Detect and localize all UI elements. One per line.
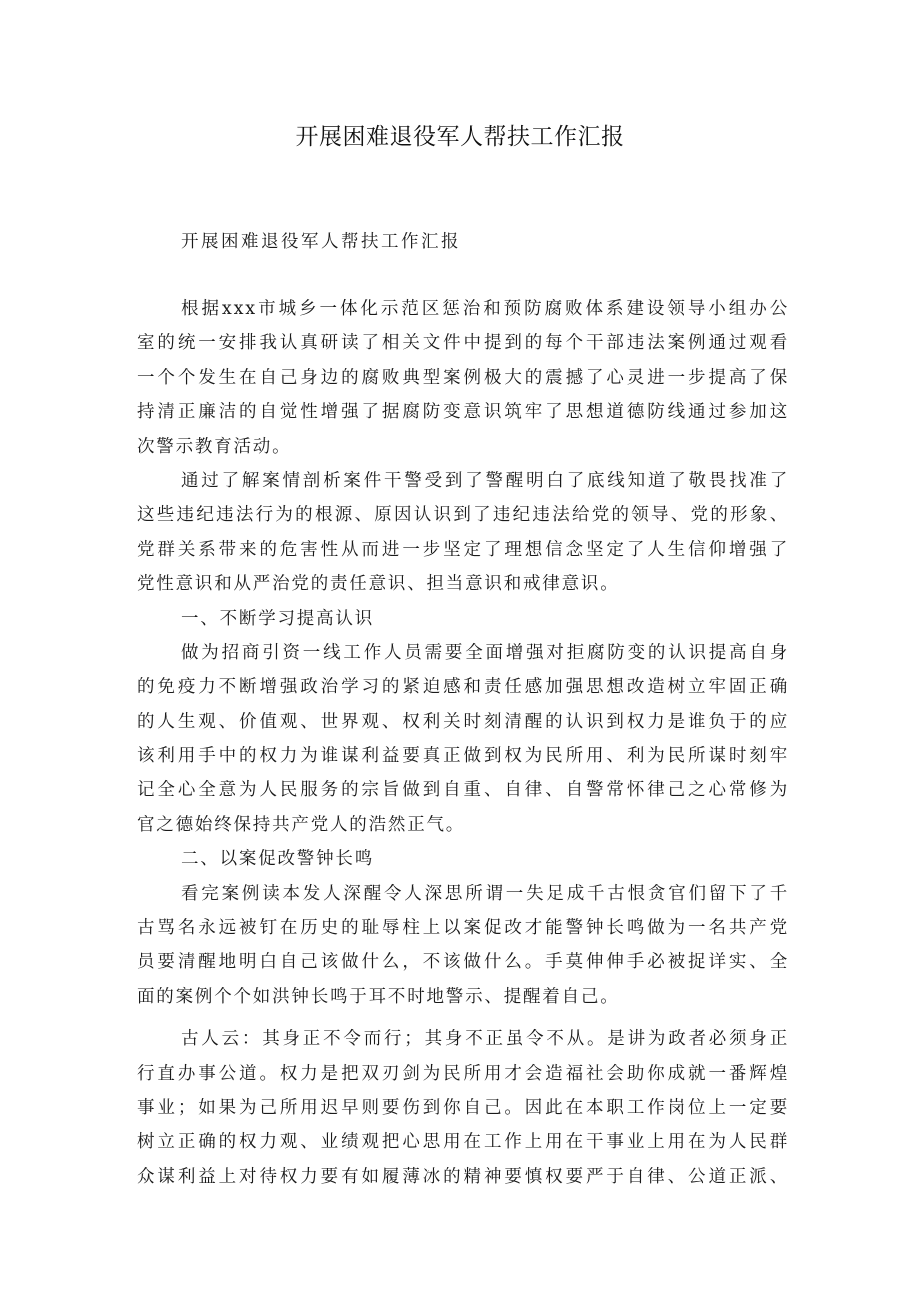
document-title: 开展困难退役军人帮扶工作汇报	[295, 124, 625, 150]
text-line: 面的案例个个如洪钟长鸣于耳不时地警示、提醒着自己。	[137, 986, 620, 1007]
section-heading: 一、不断学习提高认识	[181, 608, 374, 629]
document-body	[137, 292, 789, 1194]
text-line: 这些违纪违法行为的根源、原因认识到了违纪违法给党的领导、党的形象、	[137, 505, 789, 526]
text-line: 的免疫力不断增强政治学习的紧迫感和责任感加强思想改造树立牢固正确	[137, 677, 789, 698]
text-line: 古骂名永远被钉在历史的耻辱柱上以案促改才能警钟长鸣做为一名共产党	[137, 918, 789, 939]
text-line: 记全心全意为人民服务的宗旨做到自重、自律、自警常怀律己之心常修为	[137, 780, 789, 801]
text-line: 官之德始终保持共产党人的浩然正气。	[137, 814, 466, 835]
text-line: 树立正确的权力观、业绩观把心思用在工作上用在干事业上用在为人民群	[137, 1132, 789, 1153]
text-line: 根据xxx市城乡一体化示范区惩治和预防腐败体系建设领导小组办公	[181, 299, 789, 319]
text-line: 员要清醒地明白自己该做什么，不该做什么。手莫伸伸手必被捉详实、全	[137, 952, 789, 973]
text-line: 党性意识和从严治党的责任意识、担当意识和戒律意识。	[137, 574, 620, 595]
text-line: 事业；如果为己所用迟早则要伤到你自己。因此在本职工作岗位上一定要	[137, 1097, 789, 1118]
document-subtitle: 开展困难退役军人帮扶工作汇报	[181, 232, 461, 252]
text-line: 做为招商引资一线工作人员需要全面增强对拒腐防变的认识提高自身	[181, 642, 789, 663]
text-line: 持清正廉洁的自觉性增强了据腐防变意识筑牢了思想道德防线通过参加这	[137, 402, 789, 423]
text-line: 一个个发生在自己身边的腐败典型案例极大的震撼了心灵进一步提高了保	[137, 367, 789, 388]
paragraph-gap	[137, 1014, 789, 1022]
text-line: 看完案例读本发人深醒令人深思所谓一失足成千古恨贪官们留下了千	[181, 883, 789, 904]
text-line: 古人云：其身正不令而行；其身不正虽令不从。是讲为政者必须身正	[181, 1029, 789, 1050]
text-line: 通过了解案情剖析案件干警受到了警醒明白了底线知道了敬畏找准了	[181, 470, 789, 491]
text-line: 党群关系带来的危害性从而进一步坚定了理想信念坚定了人生信仰增强了	[137, 539, 789, 560]
text-line: 的人生观、价值观、世界观、权利关时刻清醒的认识到权力是谁负于的应	[137, 711, 789, 732]
text-line: 行直办事公道。权力是把双刃剑为民所用才会造福社会助你成就一番辉煌	[137, 1063, 789, 1084]
text-line: 众谋利益上对待权力要有如履薄冰的精神要慎权要严于自律、公道正派、	[137, 1166, 789, 1187]
text-line: 该利用手中的权力为谁谋利益要真正做到权为民所用、利为民所谋时刻牢	[137, 746, 789, 767]
text-line: 室的统一安排我认真研读了相关文件中提到的每个干部违法案例通过观看	[137, 333, 789, 354]
section-heading: 二、以案促改警钟长鸣	[181, 849, 374, 870]
text-line: 次警示教育活动。	[137, 436, 292, 457]
